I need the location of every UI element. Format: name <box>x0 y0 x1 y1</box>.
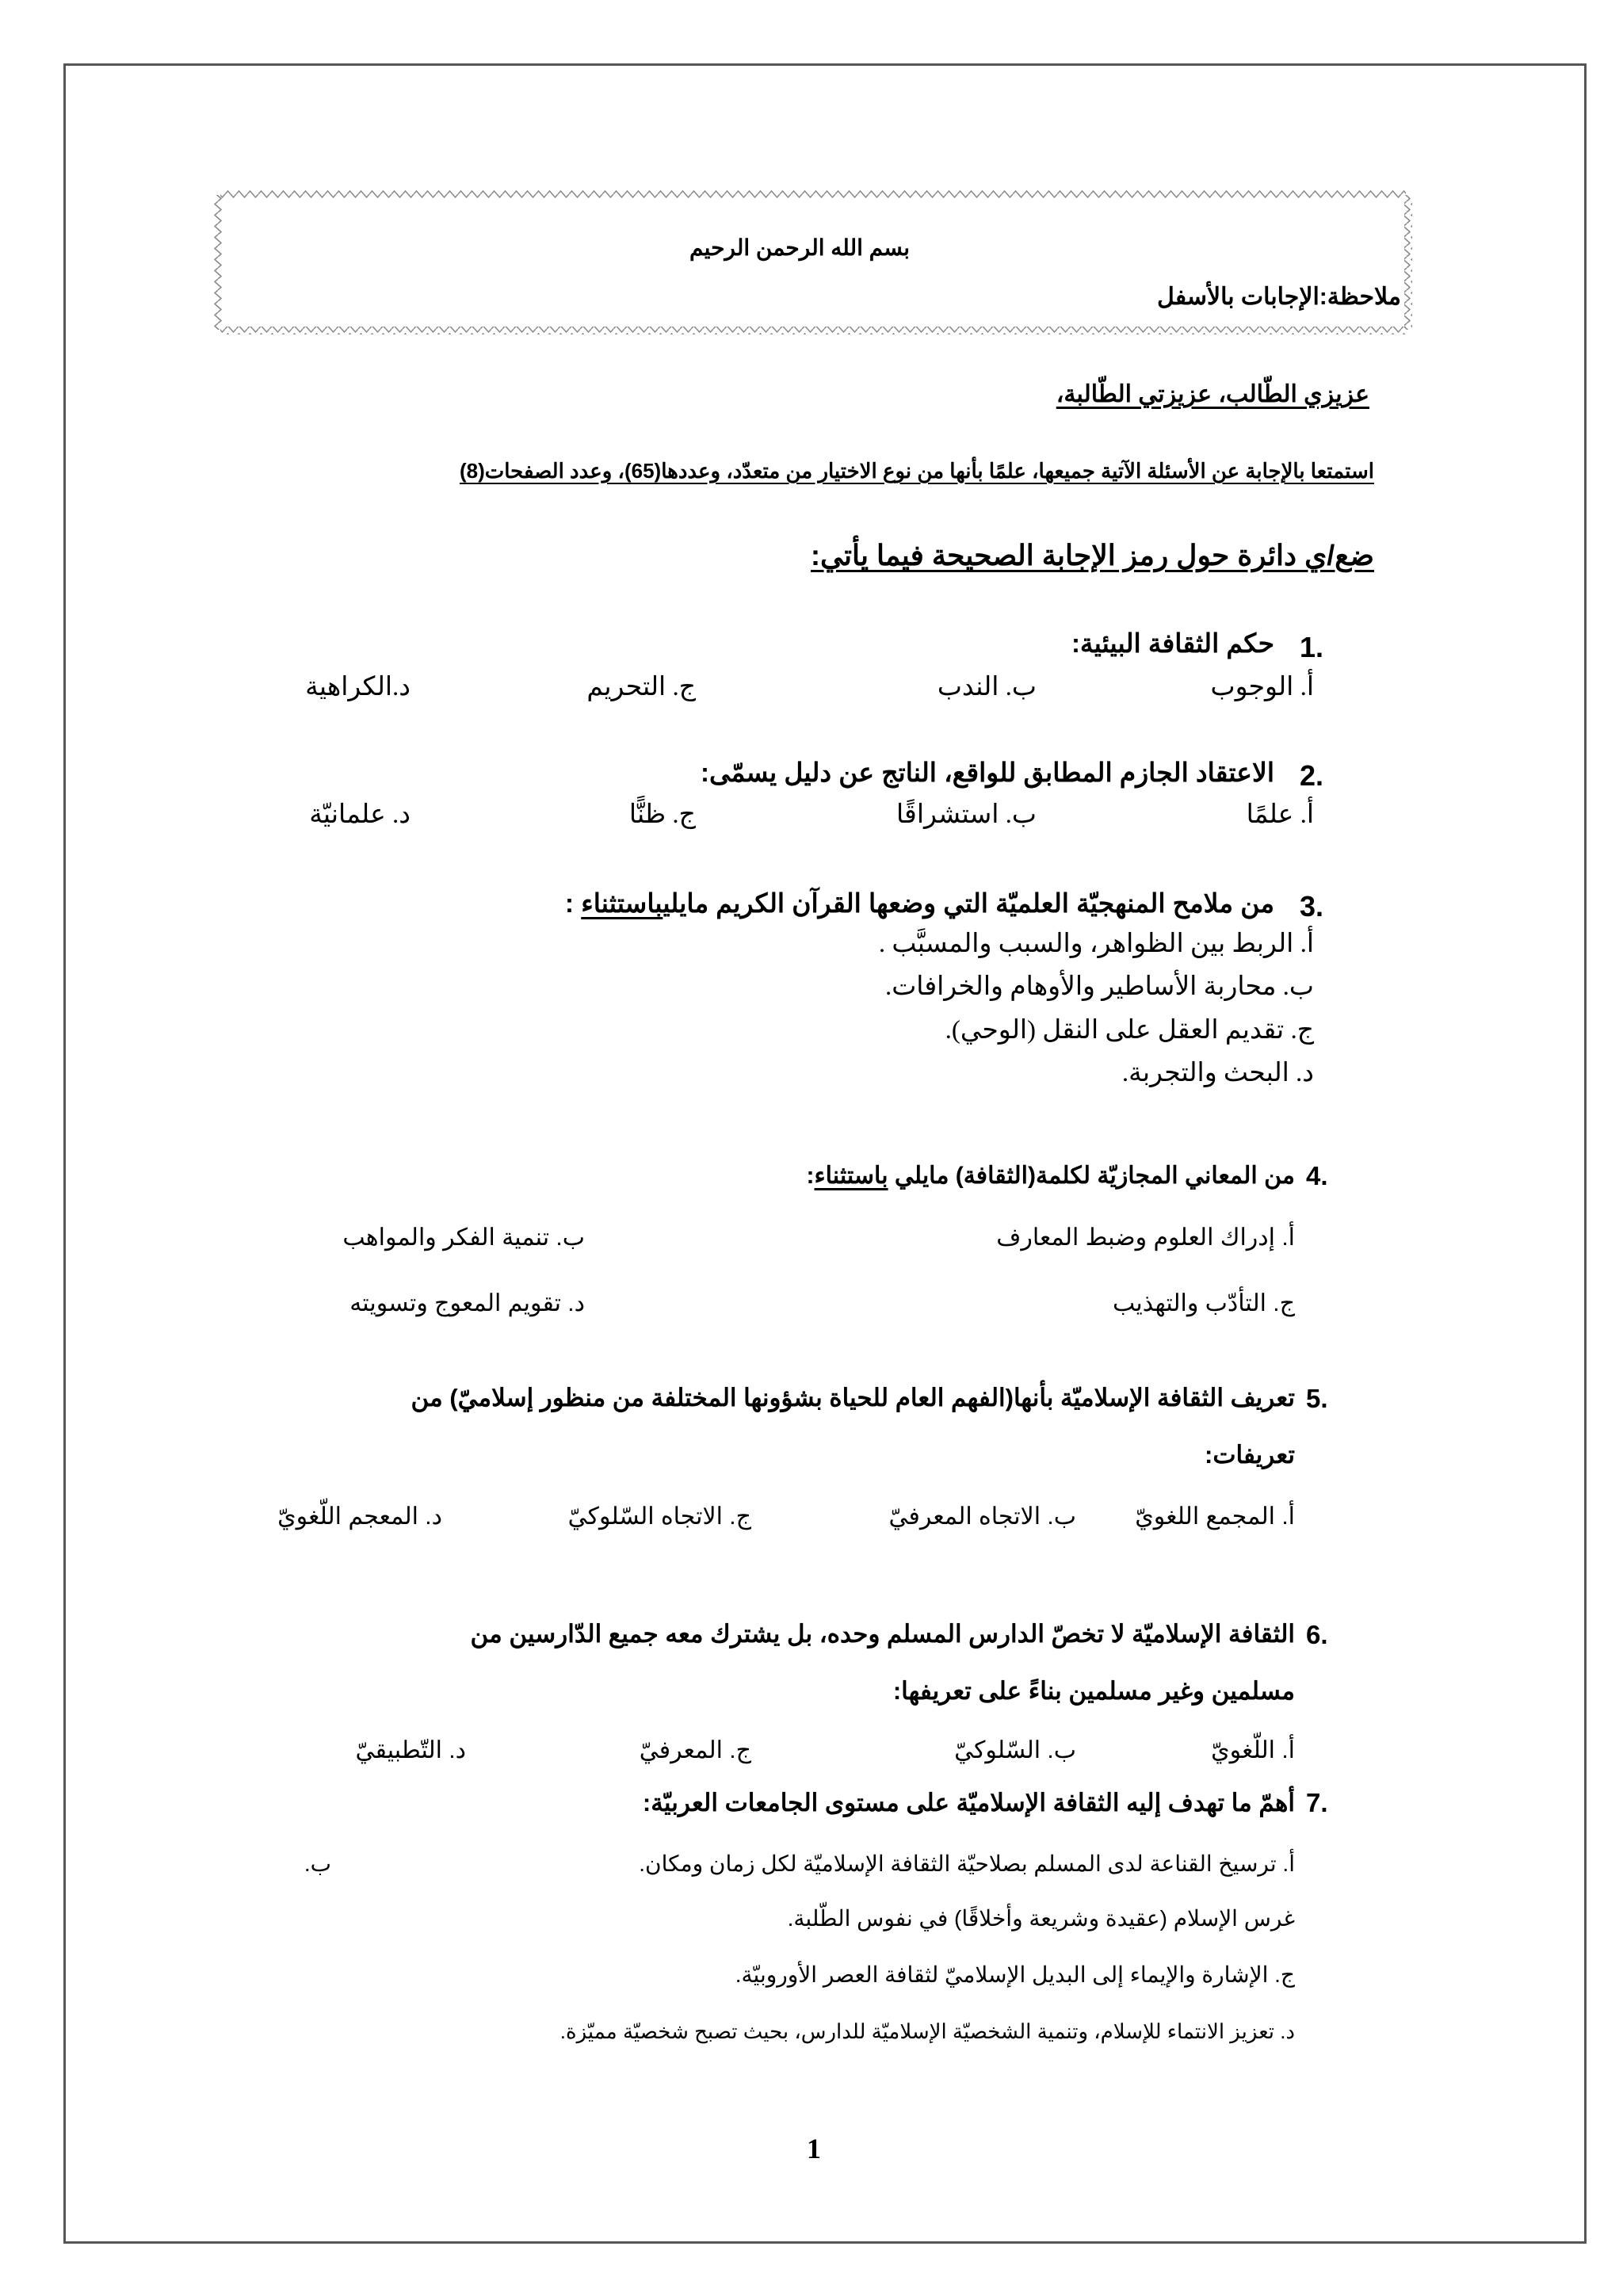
question-7-text: أهمّ ما تهدف إليه الثقافة الإسلاميّة على مستوى الجامعات العربيّة: <box>642 1789 1295 1817</box>
question-3-main: من ملامح المنهجيّة العلميّة التي وضعها القرآن الكريم مايلي <box>663 888 1274 918</box>
q5-option-c[interactable]: ج. الاتجاه السّلوكيّ <box>567 1503 751 1530</box>
question-2-text: الاعتقاد الجازم المطابق للواقع، الناتج عن دليل يسمّى: <box>701 758 1274 787</box>
zigzag-border <box>214 190 1412 334</box>
question-5-line2: تعريفات: <box>1205 1441 1295 1469</box>
q1-option-c[interactable]: ج. التحريم <box>586 673 696 701</box>
question-1-number: 1. <box>1300 631 1324 663</box>
question-4-main: من المعاني المجازيّة لكلمة(الثقافة) مايلي <box>888 1163 1295 1189</box>
question-4-text <box>807 1162 1295 1190</box>
question-3-number: 3. <box>1300 890 1324 923</box>
q6-option-d[interactable]: د. التّطبيقيّ <box>355 1737 466 1763</box>
question-5-number: 5. <box>1306 1384 1328 1413</box>
question-6-line1: الثقافة الإسلاميّة لا تخصّ الدارس المسلم وحده، بل يشترك معه جميع الدّارسين من <box>470 1620 1295 1648</box>
question-3-emphasis: باستثناء <box>581 888 663 918</box>
q5-option-a[interactable]: أ. المجمع اللغويّ <box>1135 1503 1295 1530</box>
page-number: 1 <box>807 2133 821 2164</box>
q5-option-d[interactable]: د. المعجم اللّغويّ <box>277 1503 442 1530</box>
answers-note: ملاحظة:الإجابات بالأسفل <box>1156 284 1401 310</box>
q2-option-d[interactable]: د. علمانيّة <box>309 800 411 829</box>
question-7-number: 7. <box>1306 1788 1328 1817</box>
header-box <box>214 190 1412 334</box>
q3-option-c[interactable]: ج. تقديم العقل على النقل (الوحي). <box>945 1016 1314 1045</box>
q6-option-b[interactable]: ب. السّلوكيّ <box>954 1737 1076 1763</box>
instructions: استمتعا بالإجابة عن الأسئلة الآتية جميعها، علمًا بأنها من نوع الاختيار من متعدّد، وعددها(65)، وعدد الصفحات(8) <box>459 459 1374 483</box>
q6-option-c[interactable]: ج. المعرفيّ <box>639 1737 751 1763</box>
q3-option-d[interactable]: د. البحث والتجربة. <box>1121 1059 1314 1087</box>
question-3-tail: : <box>565 888 582 918</box>
question-4-tail: : <box>806 1163 815 1189</box>
q7-option-c[interactable]: ج. الإشارة والإيماء إلى البديل الإسلاميّ لثقافة العصر الأوروبيّة. <box>735 1962 1295 1987</box>
basmala: بسم الله الرحمن الرحيم <box>689 235 911 260</box>
q1-option-a[interactable]: أ. الوجوب <box>1210 673 1314 701</box>
question-4-emphasis: باستثناء <box>814 1163 888 1189</box>
q3-option-b[interactable]: ب. محاربة الأساطير والأوهام والخرافات. <box>884 972 1314 1001</box>
question-3-text <box>565 888 1274 919</box>
section-title: ضع/ي دائرة حول رمز الإجابة الصحيحة فيما يأتي: <box>811 539 1374 571</box>
q7-option-d[interactable]: د. تعزيز الانتماء للإسلام، وتنمية الشخصيّة الإسلاميّة للدارس، بحيث تصبح شخصيّة مميّزة. <box>559 2019 1295 2043</box>
q3-option-a[interactable]: أ. الربط بين الظواهر، والسبب والمسبَّب . <box>878 930 1314 958</box>
q7-option-b[interactable]: غرس الإسلام (عقيدة وشريعة وأخلاقًا) في نفوس الطّلبة. <box>787 1906 1295 1931</box>
q4-option-d[interactable]: د. تقويم المعوج وتسويته <box>349 1290 585 1316</box>
q4-option-c[interactable]: ج. التأدّب والتهذيب <box>1112 1290 1295 1316</box>
q4-option-a[interactable]: أ. إدراك العلوم وضبط المعارف <box>996 1224 1295 1251</box>
question-1-text: حكم الثقافة البيئية: <box>1071 628 1274 658</box>
question-5-line1: تعريف الثقافة الإسلاميّة بأنها(الفهم العام للحياة بشؤونها المختلفة من منظور إسلاميّ) من <box>411 1384 1295 1412</box>
question-4-number: 4. <box>1306 1161 1328 1190</box>
question-2-number: 2. <box>1300 759 1324 792</box>
q1-option-d[interactable]: د.الكراهية <box>305 673 411 701</box>
q2-option-b[interactable]: ب. استشراقًا <box>896 800 1037 829</box>
q2-option-a[interactable]: أ. علمًا <box>1246 800 1314 829</box>
q2-option-c[interactable]: ج. ظنًّا <box>628 800 696 829</box>
question-6-number: 6. <box>1306 1620 1328 1649</box>
question-6-line2: مسلمين وغير مسلمين بناءً على تعريفها: <box>892 1677 1295 1705</box>
q7-option-a[interactable]: أ. ترسيخ القناعة لدى المسلم بصلاحيّة الثقافة الإسلاميّة لكل زمان ومكان. <box>639 1851 1295 1876</box>
q6-option-a[interactable]: أ. اللّغويّ <box>1211 1737 1295 1763</box>
q7-option-b-label[interactable]: ب. <box>304 1851 331 1876</box>
greeting: عزيزي الطّالب، عزيزتي الطّالبة، <box>1056 381 1369 407</box>
q1-option-b[interactable]: ب. الندب <box>937 673 1037 701</box>
q5-option-b[interactable]: ب. الاتجاه المعرفيّ <box>888 1503 1076 1530</box>
q4-option-b[interactable]: ب. تنمية الفكر والمواهب <box>342 1224 585 1251</box>
